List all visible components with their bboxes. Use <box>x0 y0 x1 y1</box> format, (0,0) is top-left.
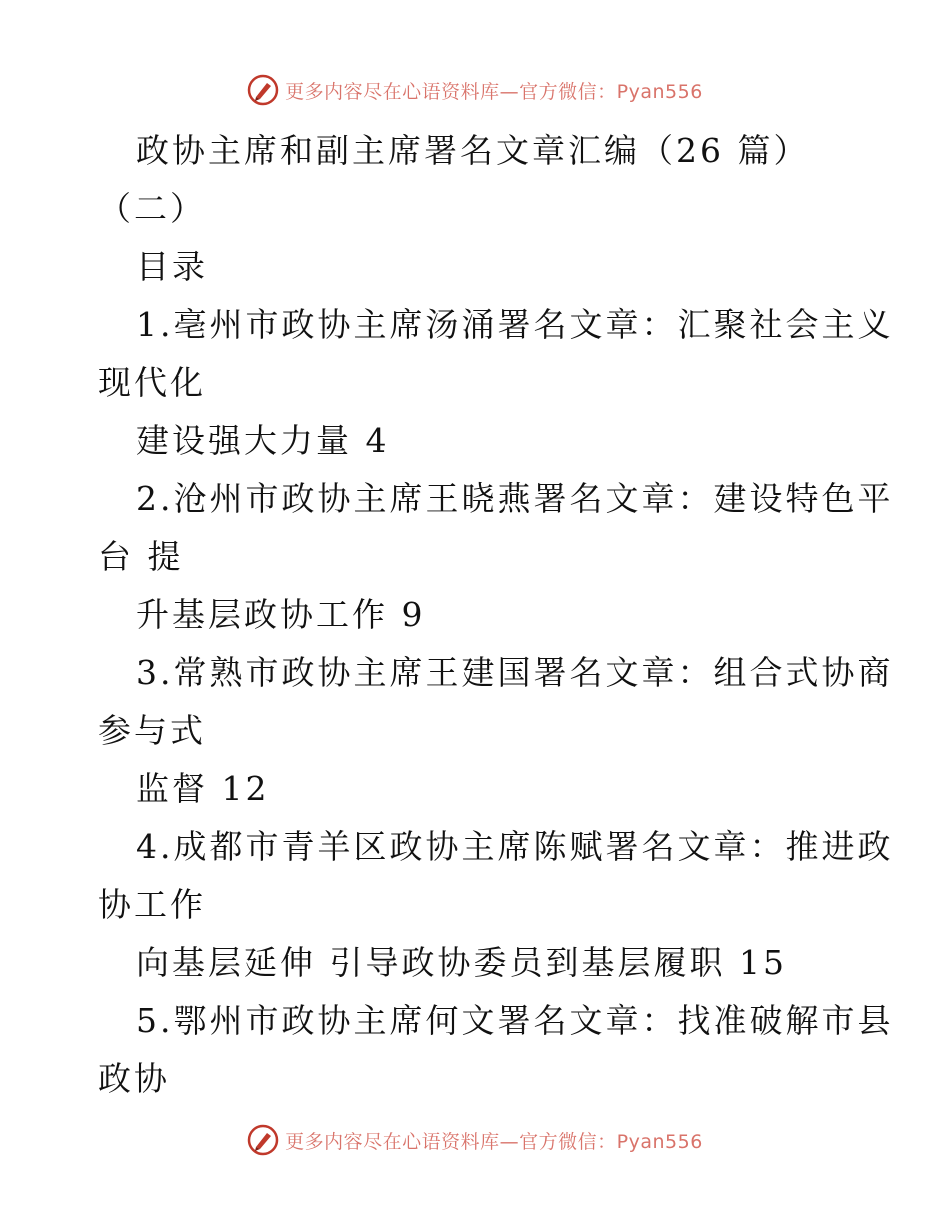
toc-line: 升基层政协工作 9 <box>136 595 426 634</box>
toc-line: 参与式 <box>98 711 206 750</box>
toc-heading: 目录 <box>136 247 208 286</box>
toc-list <box>98 296 894 1108</box>
header-watermark <box>0 70 950 110</box>
toc-line: 3.常熟市政协主席王建国署名文章：组合式协商 <box>136 653 894 692</box>
document-title: 政协主席和副主席署名文章汇编（26 篇） <box>136 131 810 170</box>
footer-watermark <box>0 1120 950 1160</box>
toc-line: 2.沧州市政协主席王晓燕署名文章：建设特色平 <box>136 479 894 518</box>
toc-line: 现代化 <box>98 363 206 402</box>
document-body <box>98 122 894 1108</box>
toc-line: 政协 <box>98 1059 170 1098</box>
toc-line: 向基层延伸 引导政协委员到基层履职 15 <box>136 943 787 982</box>
document-subtitle: （二） <box>98 189 206 228</box>
toc-line: 5.鄂州市政协主席何文署名文章：找准破解市县 <box>136 1001 894 1040</box>
pen-logo-icon <box>247 74 279 106</box>
toc-line: 协工作 <box>98 885 206 924</box>
pen-logo-icon <box>247 1124 279 1156</box>
toc-line: 建设强大力量 4 <box>136 421 390 460</box>
watermark-text: 更多内容尽在心语资料库—官方微信：Pyan556 <box>285 80 703 103</box>
watermark-text: 更多内容尽在心语资料库—官方微信：Pyan556 <box>285 1130 703 1153</box>
toc-line: 1.亳州市政协主席汤涌署名文章：汇聚社会主义 <box>136 305 894 344</box>
toc-line: 台 提 <box>98 537 184 576</box>
toc-line: 监督 12 <box>136 769 270 808</box>
toc-line: 4.成都市青羊区政协主席陈赋署名文章：推进政 <box>136 827 894 866</box>
